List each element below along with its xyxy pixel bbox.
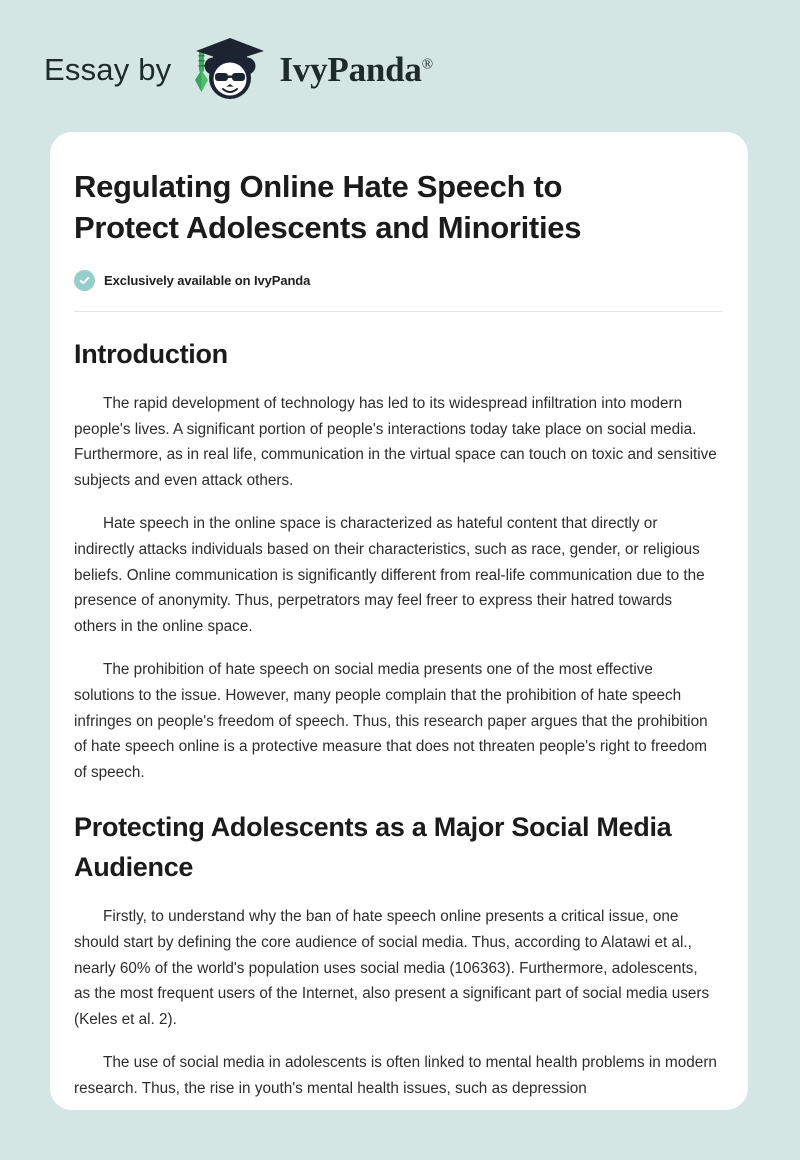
paragraph: The prohibition of hate speech on social media presents one of the most effective solutions to the issue. However, many people complain that the prohibition of hate speech infringes on people's freedom of speech. Thus, this research paper argues that the prohibition of hate speech online is a protective measure that does not threaten people's right to freedom of speech. (74, 661, 708, 781)
essay-paper-card (50, 132, 748, 1110)
brand-wordmark (279, 49, 433, 89)
exclusivity-badge (74, 270, 722, 291)
paragraph: The rapid development of technology has led to its widespread infiltration into modern people's lives. A significant portion of people's interactions today take place on social media. Furthermore, as in real life, communication in the virtual space can touch on toxic and sensitive subjects and even attack others. (74, 395, 717, 489)
exclusivity-badge-label: Exclusively available on IvyPanda (104, 273, 311, 288)
panda-graduate-logo (183, 36, 275, 102)
title-divider (74, 311, 722, 312)
paragraph: Firstly, to understand why the ban of hate speech online presents a critical issue, one should start by defining the core audience of social media. Thus, according to Alatawi et al., nearly 60% of the world's population uses social media (106363). Furthermore, adolescents, as the most frequent users of the Internet, also present a significant part of social media users (Keles et al. 2). (74, 908, 710, 1028)
brand-wordmark-text: IvyPanda (279, 49, 422, 89)
section-heading-protecting-adolescents: Protecting Adolescents as a Major Social Media Audience (74, 812, 672, 883)
paper-content (50, 132, 748, 1101)
section-heading-introduction: Introduction (74, 339, 228, 369)
registered-trademark-symbol: ® (421, 55, 433, 72)
paragraph: The use of social media in adolescents is often linked to mental health problems in modern research. Thus, the rise in youth's mental health issues, such as depression (74, 1054, 717, 1097)
paragraph: Hate speech in the online space is characterized as hateful content that directly or indirectly attacks individuals based on their characteristics, such as race, gender, or religious beliefs. Online communication is significantly different from real-life communication due to the presence of anonymity. Thus, perpetrators may feel freer to express their hatred towards others in the online space. (74, 515, 705, 635)
brand-header (44, 36, 433, 102)
check-circle-icon (74, 270, 95, 291)
page-title: Regulating Online Hate Speech to Protect Adolescents and Minorities (74, 169, 582, 245)
essay-by-label: Essay by (44, 51, 172, 87)
